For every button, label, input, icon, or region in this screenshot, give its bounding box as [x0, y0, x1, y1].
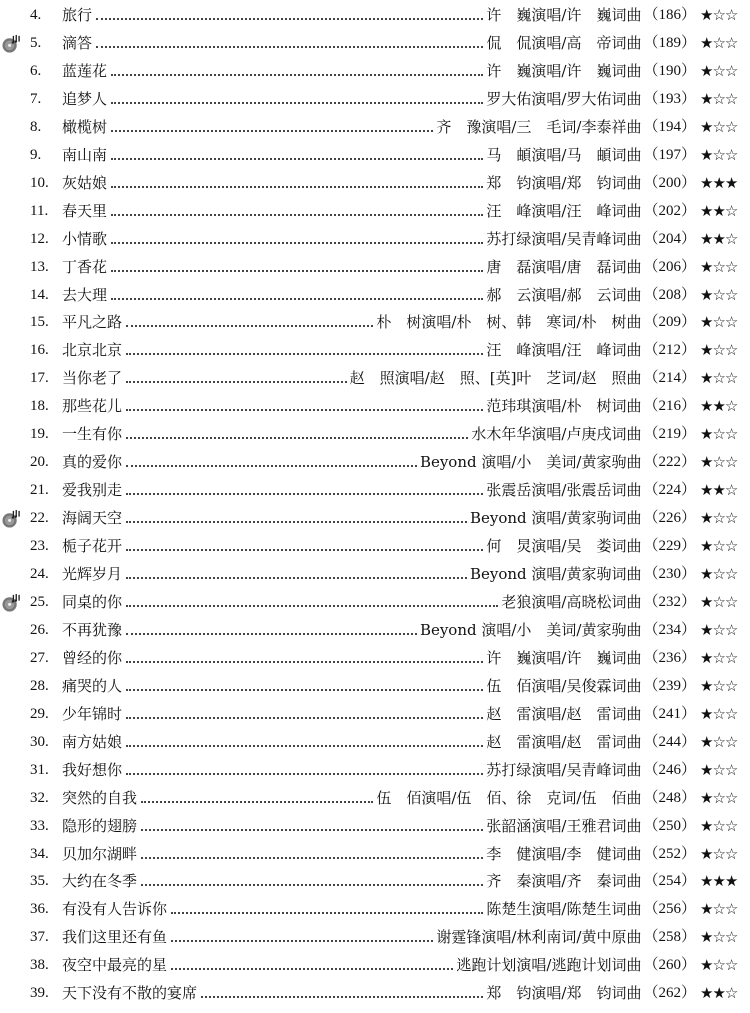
dot-leader [171, 966, 453, 970]
page-number: （206） [643, 258, 696, 275]
song-credit: 老狼演唱/高晓松词曲 [501, 592, 642, 611]
dot-leader [201, 994, 483, 998]
entry-number: 34. [30, 845, 49, 862]
toc-entry[interactable] [0, 366, 750, 390]
song-title: 真的爱你 [62, 453, 123, 472]
entry-number: 37. [30, 929, 49, 946]
page-number: （232） [643, 593, 696, 610]
dot-leader [111, 156, 483, 160]
song-title: 追梦人 [62, 89, 108, 108]
toc-entry[interactable] [0, 422, 750, 446]
song-credit: 汪 峰演唱/汪 峰词曲 [486, 201, 642, 220]
difficulty-stars: ★☆☆ [700, 788, 738, 807]
toc-entry[interactable] [0, 3, 750, 27]
entry-number: 26. [30, 621, 49, 638]
song-credit: 张韶涵演唱/王雅君词曲 [486, 816, 642, 835]
song-credit: 汪 峰演唱/汪 峰词曲 [486, 341, 642, 360]
song-title: 爱我别走 [62, 481, 123, 500]
page-number: （254） [643, 873, 696, 890]
dot-leader [126, 687, 483, 691]
toc-entry[interactable] [0, 31, 750, 55]
entry-number: 17. [30, 370, 49, 387]
song-title: 南山南 [62, 145, 108, 164]
song-credit: 唐 磊演唱/唐 磊词曲 [486, 257, 642, 276]
difficulty-stars: ★★☆ [700, 984, 738, 1003]
dot-leader [141, 882, 483, 886]
page-number: （222） [643, 454, 696, 471]
song-credit: 齐 豫演唱/三 毛词/李泰祥曲 [436, 117, 642, 136]
page-number: （214） [643, 370, 696, 387]
difficulty-stars: ★☆☆ [700, 33, 738, 52]
song-title: 大约在冬季 [62, 872, 138, 891]
entry-number: 23. [30, 538, 49, 555]
difficulty-stars: ★★★ [700, 173, 738, 192]
song-title: 海阔天空 [62, 509, 123, 528]
dot-leader [111, 72, 483, 76]
song-title: 同桌的你 [62, 592, 123, 611]
dot-leader [111, 184, 483, 188]
page-number: （256） [643, 901, 696, 918]
page-number: （229） [643, 538, 696, 555]
entry-number: 12. [30, 230, 49, 247]
song-title: 栀子花开 [62, 537, 123, 556]
song-credit: 郑 钧演唱/郑 钧词曲 [486, 173, 642, 192]
entry-number: 32. [30, 789, 49, 806]
song-credit: Beyond 演唱/小 美词/黄家驹曲 [419, 453, 642, 472]
audio-disc-icon [2, 509, 21, 528]
difficulty-stars: ★☆☆ [700, 928, 738, 947]
song-title: 不再犹豫 [62, 620, 123, 639]
page-number: （189） [643, 34, 696, 51]
difficulty-stars: ★☆☆ [700, 341, 738, 360]
page-number: （244） [643, 733, 696, 750]
song-credit: 罗大佑演唱/罗大佑词曲 [486, 89, 642, 108]
song-credit: 许 巍演唱/许 巍词曲 [486, 648, 642, 667]
toc-entry[interactable] [0, 618, 750, 642]
entry-number: 6. [30, 62, 42, 79]
page-number: （250） [643, 817, 696, 834]
difficulty-stars: ★★☆ [700, 229, 738, 248]
entry-number: 35. [30, 873, 49, 890]
song-title: 滴答 [62, 33, 93, 52]
page-number: （262） [643, 985, 696, 1002]
difficulty-stars: ★☆☆ [700, 117, 738, 136]
song-credit: 范玮琪演唱/朴 树词曲 [486, 397, 642, 416]
song-credit: 苏打绿演唱/吴青峰词曲 [486, 760, 642, 779]
entry-number: 30. [30, 733, 49, 750]
entry-number: 8. [30, 118, 42, 135]
page-number: （236） [643, 649, 696, 666]
difficulty-stars: ★★★ [700, 872, 738, 891]
entry-number: 21. [30, 482, 49, 499]
dot-leader [126, 407, 483, 411]
difficulty-stars: ★☆☆ [700, 648, 738, 667]
page-number: （241） [643, 705, 696, 722]
toc-entry[interactable] [0, 87, 750, 111]
difficulty-stars: ★☆☆ [700, 313, 738, 332]
song-title: 当你老了 [62, 369, 123, 388]
dot-leader [126, 519, 467, 523]
difficulty-stars: ★☆☆ [700, 89, 738, 108]
page-number: （230） [643, 566, 696, 582]
entry-number: 14. [30, 286, 49, 303]
song-credit: 侃 侃演唱/高 帝词曲 [486, 33, 642, 52]
entry-number: 7. [30, 90, 42, 107]
toc-entry[interactable] [0, 394, 750, 418]
page-number: （202） [643, 202, 696, 219]
entry-number: 19. [30, 426, 49, 443]
dot-leader [111, 268, 483, 272]
song-title: 灰姑娘 [62, 173, 108, 192]
page-number: （204） [643, 230, 696, 247]
toc-entry[interactable] [0, 674, 750, 698]
dot-leader [111, 240, 483, 244]
song-title: 我好想你 [62, 760, 123, 779]
difficulty-stars: ★☆☆ [700, 145, 738, 164]
toc-entry[interactable] [0, 450, 750, 474]
toc-entry[interactable] [0, 227, 750, 251]
audio-disc-icon [2, 593, 21, 612]
toc-entry[interactable] [0, 199, 750, 223]
dot-leader [111, 296, 483, 300]
song-title: 少年锦时 [62, 704, 123, 723]
entry-number: 5. [30, 34, 42, 51]
song-credit: 水木年华演唱/卢庚戌词曲 [471, 425, 642, 444]
song-title: 我们这里还有鱼 [62, 928, 168, 947]
song-credit: 郑 钧演唱/郑 钧词曲 [486, 984, 642, 1003]
page-number: （239） [643, 677, 696, 694]
entry-number: 27. [30, 649, 49, 666]
toc-entry[interactable] [0, 283, 750, 307]
page-number: （248） [643, 789, 696, 806]
entry-number: 4. [30, 7, 42, 23]
song-title: 一生有你 [62, 425, 123, 444]
song-credit: 逃跑计划演唱/逃跑计划词曲 [456, 956, 642, 975]
song-credit: 朴 树演唱/朴 树、韩 寒词/朴 树曲 [376, 313, 642, 332]
entry-number: 33. [30, 817, 49, 834]
difficulty-stars: ★☆☆ [700, 844, 738, 863]
dot-leader [126, 547, 483, 551]
song-credit: 许 巍演唱/许 巍词曲 [486, 61, 642, 80]
difficulty-stars: ★☆☆ [700, 900, 738, 919]
entry-number: 13. [30, 258, 49, 275]
toc-entry[interactable] [0, 59, 750, 83]
difficulty-stars: ★☆☆ [700, 565, 738, 583]
song-title: 光辉岁月 [62, 565, 123, 583]
toc-entry[interactable] [0, 562, 750, 586]
toc-entry[interactable] [0, 534, 750, 558]
song-title: 痛哭的人 [62, 676, 123, 695]
dot-leader [171, 910, 483, 914]
song-credit: 张震岳演唱/张震岳词曲 [486, 481, 642, 500]
song-credit: 马 頔演唱/马 頔词曲 [486, 145, 642, 164]
page-number: （193） [643, 90, 696, 107]
song-credit: 谢霆锋演唱/林利南词/黄中原曲 [436, 928, 642, 947]
page-number: （258） [643, 929, 696, 946]
song-title: 小情歌 [62, 229, 108, 248]
entry-number: 29. [30, 705, 49, 722]
page-number: （197） [643, 146, 696, 163]
toc-entry[interactable] [0, 478, 750, 502]
song-title: 去大理 [62, 285, 108, 304]
difficulty-stars: ★☆☆ [700, 816, 738, 835]
entry-number: 28. [30, 677, 49, 694]
entry-number: 25. [30, 593, 49, 610]
toc-entry[interactable] [0, 506, 750, 530]
page-number: （186） [643, 7, 696, 23]
entry-number: 38. [30, 957, 49, 974]
song-credit: 伍 佰演唱/伍 佰、徐 克词/伍 佰曲 [376, 788, 642, 807]
song-credit: Beyond 演唱/黄家驹词曲 [469, 565, 642, 583]
song-credit: 许 巍演唱/许 巍词曲 [486, 6, 642, 24]
dot-leader [126, 351, 483, 355]
page-number: （209） [643, 314, 696, 331]
dot-leader [126, 771, 483, 775]
song-title: 旅行 [62, 6, 93, 24]
audio-disc-icon [2, 34, 21, 53]
dot-leader [141, 855, 483, 859]
toc-entry[interactable] [0, 869, 750, 893]
song-title: 蓝莲花 [62, 61, 108, 80]
difficulty-stars: ★☆☆ [700, 509, 738, 528]
difficulty-stars: ★☆☆ [700, 537, 738, 556]
dot-leader [126, 435, 468, 439]
entry-number: 31. [30, 761, 49, 778]
song-credit: 郝 云演唱/郝 云词曲 [486, 285, 642, 304]
toc-entry[interactable] [0, 702, 750, 726]
dot-leader [126, 491, 483, 495]
toc-entry[interactable] [0, 115, 750, 139]
dot-leader [126, 323, 373, 327]
song-credit: 赵 雷演唱/赵 雷词曲 [486, 704, 642, 723]
toc-entry[interactable] [0, 590, 750, 614]
difficulty-stars: ★☆☆ [700, 6, 738, 24]
song-title: 那些花儿 [62, 397, 123, 416]
difficulty-stars: ★☆☆ [700, 61, 738, 80]
dot-leader [126, 715, 483, 719]
difficulty-stars: ★☆☆ [700, 956, 738, 975]
page-number: （194） [643, 118, 696, 135]
difficulty-stars: ★☆☆ [700, 285, 738, 304]
song-title: 天下没有不散的宴席 [62, 984, 198, 1003]
dot-leader [141, 827, 483, 831]
difficulty-stars: ★★☆ [700, 481, 738, 500]
difficulty-stars: ★☆☆ [700, 732, 738, 751]
toc-entry[interactable] [0, 338, 750, 362]
toc-entry[interactable] [0, 814, 750, 838]
page-number: （219） [643, 426, 696, 443]
page-number: （190） [643, 62, 696, 79]
dot-leader [96, 16, 483, 20]
page-number: （200） [643, 174, 696, 191]
page-number: （252） [643, 845, 696, 862]
entry-number: 9. [30, 146, 42, 163]
dot-leader [111, 128, 433, 132]
song-credit: 伍 佰演唱/吴俊霖词曲 [486, 676, 642, 695]
song-credit: 赵 照演唱/赵 照、[英]叶 芝词/赵 照曲 [349, 369, 642, 388]
dot-leader [111, 100, 483, 104]
song-title: 隐形的翅膀 [62, 816, 138, 835]
dot-leader [126, 603, 498, 607]
entry-number: 20. [30, 454, 49, 471]
song-credit: Beyond 演唱/黄家驹词曲 [469, 509, 642, 528]
toc-entry[interactable] [0, 758, 750, 782]
song-title: 春天里 [62, 201, 108, 220]
difficulty-stars: ★☆☆ [700, 620, 738, 639]
song-title: 丁香花 [62, 257, 108, 276]
toc-entry[interactable] [0, 786, 750, 810]
toc-entry[interactable] [0, 981, 750, 1005]
toc-entry[interactable] [0, 255, 750, 279]
difficulty-stars: ★★☆ [700, 201, 738, 220]
dot-leader [126, 631, 417, 635]
page-number: （208） [643, 286, 696, 303]
song-title: 平凡之路 [62, 313, 123, 332]
toc-entry[interactable] [0, 925, 750, 949]
difficulty-stars: ★☆☆ [700, 257, 738, 276]
difficulty-stars: ★☆☆ [700, 592, 738, 611]
song-title: 南方姑娘 [62, 732, 123, 751]
dot-leader [126, 463, 417, 467]
toc-entry[interactable] [0, 842, 750, 866]
song-title: 有没有人告诉你 [62, 900, 168, 919]
dot-leader [126, 659, 483, 663]
entry-number: 39. [30, 985, 49, 1002]
dot-leader [141, 799, 373, 803]
difficulty-stars: ★☆☆ [700, 760, 738, 779]
song-credit: Beyond 演唱/小 美词/黄家驹曲 [419, 620, 642, 639]
toc-entry[interactable] [0, 953, 750, 977]
song-credit: 齐 秦演唱/齐 秦词曲 [486, 872, 642, 891]
song-credit: 何 炅演唱/吴 娄词曲 [486, 537, 642, 556]
entry-number: 22. [30, 510, 49, 527]
song-title: 橄榄树 [62, 117, 108, 136]
page-number: （234） [643, 621, 696, 638]
dot-leader [126, 575, 467, 579]
dot-leader [111, 212, 483, 216]
dot-leader [96, 44, 483, 48]
song-title: 曾经的你 [62, 648, 123, 667]
song-title: 夜空中最亮的星 [62, 956, 168, 975]
page-number: （216） [643, 398, 696, 415]
toc-entry[interactable] [0, 171, 750, 195]
entry-number: 11. [30, 202, 49, 219]
song-credit: 苏打绿演唱/吴青峰词曲 [486, 229, 642, 248]
difficulty-stars: ★☆☆ [700, 425, 738, 444]
difficulty-stars: ★☆☆ [700, 676, 738, 695]
dot-leader [126, 379, 347, 383]
difficulty-stars: ★★☆ [700, 397, 738, 416]
difficulty-stars: ★☆☆ [700, 369, 738, 388]
dot-leader [126, 743, 483, 747]
page-number: （212） [643, 342, 696, 359]
song-title: 北京北京 [62, 341, 123, 360]
page-number: （260） [643, 957, 696, 974]
difficulty-stars: ★☆☆ [700, 453, 738, 472]
song-credit: 李 健演唱/李 健词曲 [486, 844, 642, 863]
difficulty-stars: ★☆☆ [700, 704, 738, 723]
page-number: （226） [643, 510, 696, 527]
entry-number: 18. [30, 398, 49, 415]
entry-number: 36. [30, 901, 49, 918]
toc-entry[interactable] [0, 143, 750, 167]
dot-leader [171, 938, 433, 942]
song-credit: 赵 雷演唱/赵 雷词曲 [486, 732, 642, 751]
toc-entry[interactable] [0, 897, 750, 921]
entry-number: 10. [30, 174, 49, 191]
page-number: （246） [643, 761, 696, 778]
entry-number: 24. [30, 566, 49, 582]
song-title: 突然的自我 [62, 788, 138, 807]
toc-entry[interactable] [0, 646, 750, 670]
toc-entry[interactable] [0, 310, 750, 334]
entry-number: 16. [30, 342, 49, 359]
page-number: （224） [643, 482, 696, 499]
song-credit: 陈楚生演唱/陈楚生词曲 [486, 900, 642, 919]
entry-number: 15. [30, 314, 49, 331]
song-title: 贝加尔湖畔 [62, 844, 138, 863]
toc-entry[interactable] [0, 730, 750, 754]
